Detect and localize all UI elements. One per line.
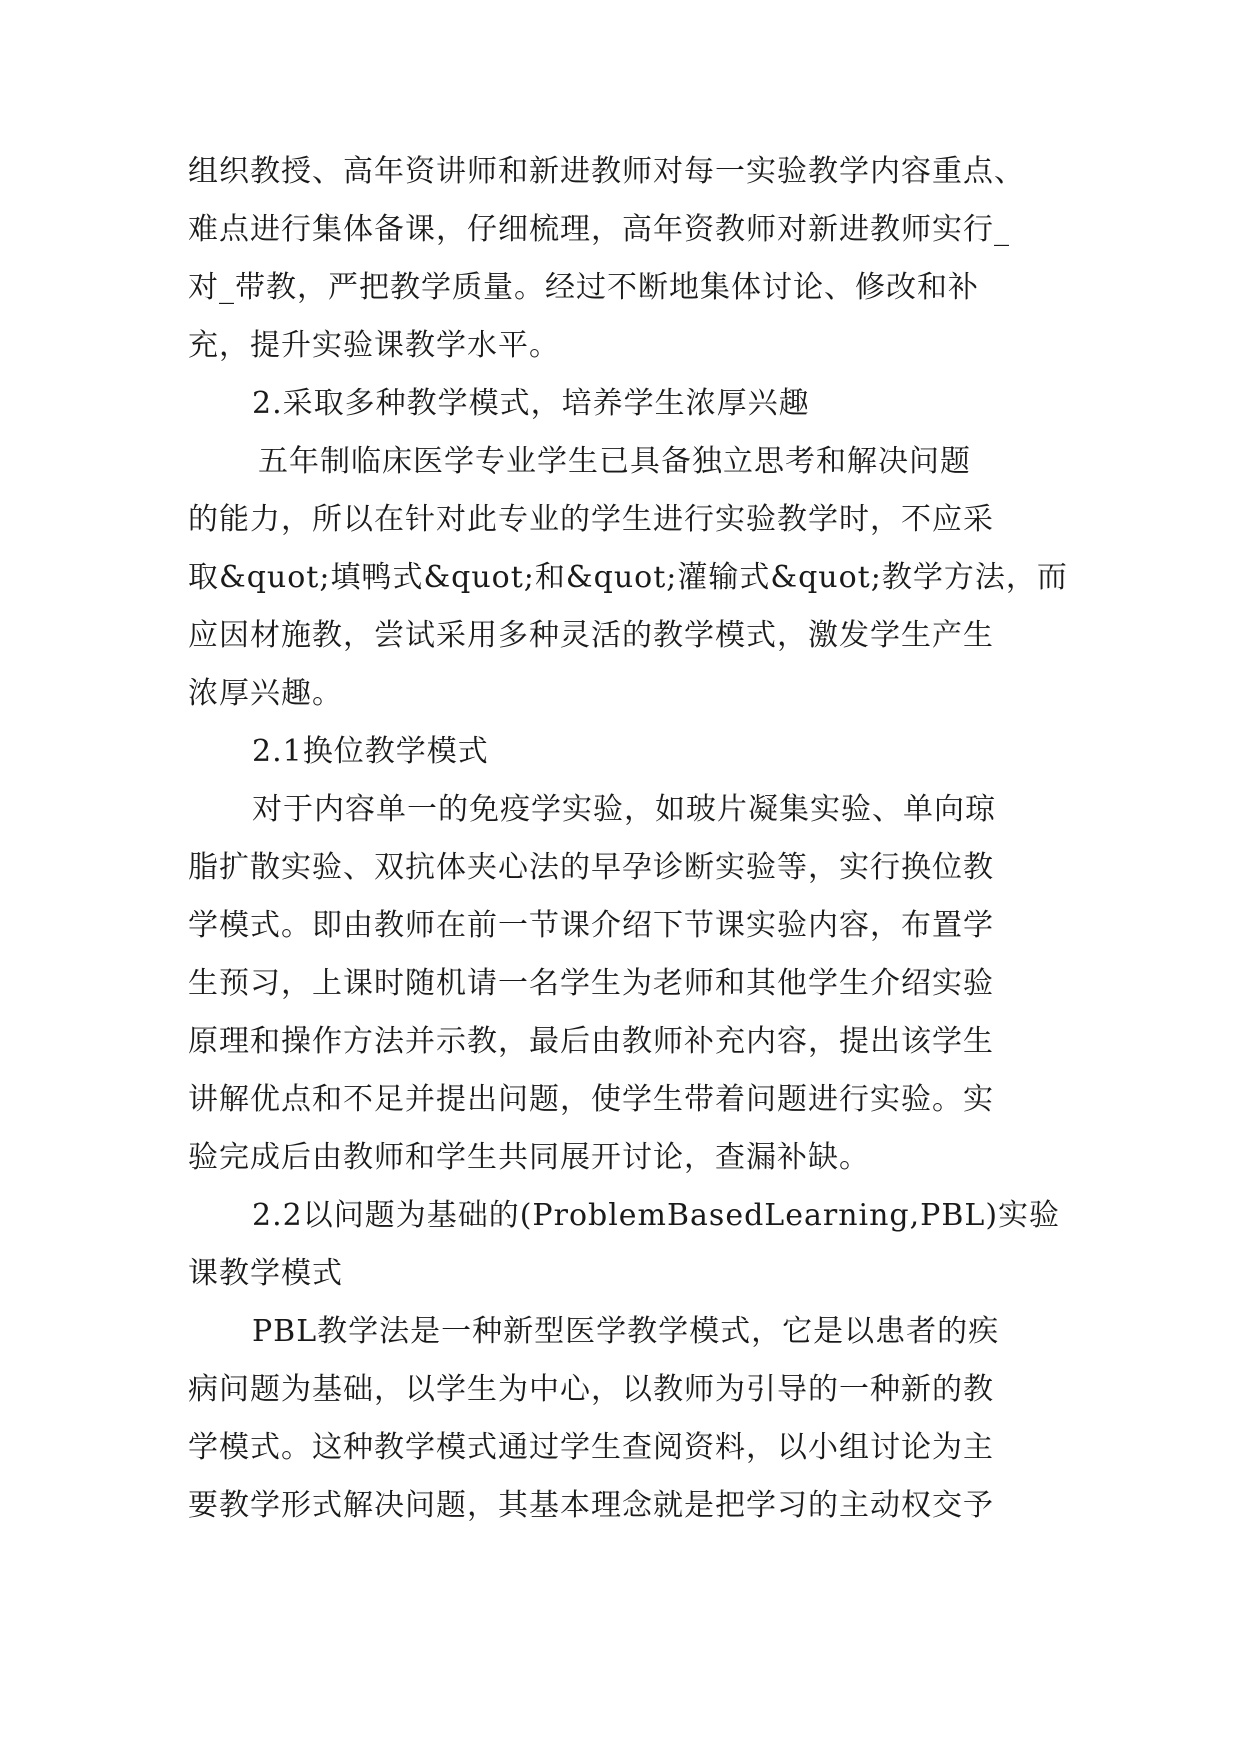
- subsection-heading-continued: 课教学模式: [188, 1256, 343, 1291]
- paragraph-line: 原理和操作方法并示教，最后由教师补充内容，提出该学生: [188, 1024, 994, 1059]
- section-heading: 2.采取多种教学模式，培养学生浓厚兴趣: [252, 386, 810, 421]
- paragraph-line: 病问题为基础，以学生为中心，以教师为引导的一种新的教: [188, 1372, 994, 1407]
- paragraph-line: 难点进行集体备课，仔细梳理，高年资教师对新进教师实行_: [188, 212, 1010, 247]
- paragraph-line: 五年制临床医学专业学生已具备独立思考和解决问题: [258, 444, 971, 479]
- paragraph-line: 讲解优点和不足并提出问题，使学生带着问题进行实验。实: [188, 1082, 994, 1117]
- paragraph-line: 脂扩散实验、双抗体夹心法的早孕诊断实验等，实行换位教: [188, 850, 994, 885]
- paragraph-line: 取&quot;填鸭式&quot;和&quot;灌输式&quot;教学方法，而: [188, 560, 1068, 595]
- paragraph-line: 生预习，上课时随机请一名学生为老师和其他学生介绍实验: [188, 966, 994, 1001]
- paragraph-line: 对于内容单一的免疫学实验，如玻片凝集实验、单向琼: [252, 792, 996, 827]
- paragraph-line: 要教学形式解决问题，其基本理念就是把学习的主动权交予: [188, 1488, 994, 1523]
- paragraph-line: 学模式。这种教学模式通过学生查阅资料，以小组讨论为主: [188, 1430, 994, 1465]
- paragraph-line: 验完成后由教师和学生共同展开讨论，查漏补缺。: [188, 1140, 870, 1175]
- paragraph-line: 应因材施教，尝试采用多种灵活的教学模式，激发学生产生: [188, 618, 994, 653]
- paragraph-line: 对_带教，严把教学质量。经过不断地集体讨论、修改和补: [188, 270, 979, 305]
- paragraph-line: 浓厚兴趣。: [188, 676, 343, 711]
- subsection-heading: 2.2以问题为基础的(ProblemBasedLearning,PBL)实验: [252, 1198, 1061, 1233]
- paragraph-line: 学模式。即由教师在前一节课介绍下节课实验内容，布置学: [188, 908, 994, 943]
- paragraph-line: 的能力，所以在针对此专业的学生进行实验教学时，不应采: [188, 502, 994, 537]
- paragraph-line: PBL教学法是一种新型医学教学模式，它是以患者的疾: [252, 1314, 1000, 1349]
- paragraph-line: 充，提升实验课教学水平。: [188, 328, 560, 363]
- paragraph-line: 组织教授、高年资讲师和新进教师对每一实验教学内容重点、: [188, 154, 1025, 189]
- subsection-heading: 2.1换位教学模式: [252, 734, 489, 769]
